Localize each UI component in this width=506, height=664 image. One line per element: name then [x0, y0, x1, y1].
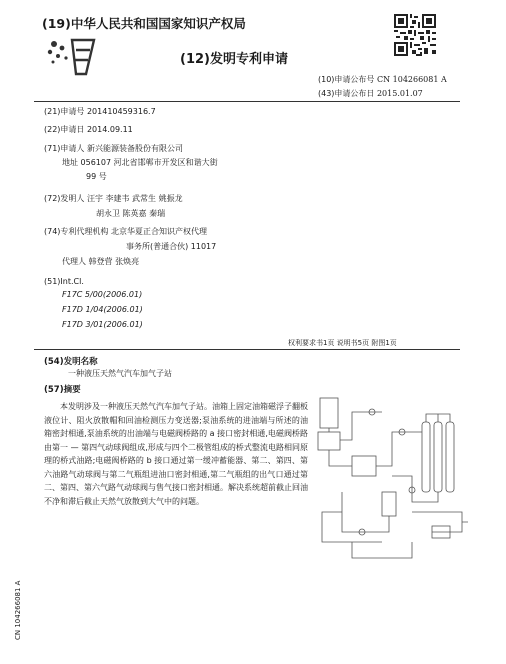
- patent-office-logo-icon: [42, 34, 100, 80]
- address-line-2: 99 号: [86, 172, 107, 181]
- publication-number: (10)申请公布号 CN 104266081 A: [318, 75, 447, 84]
- fields-divider: [34, 349, 460, 350]
- publication-date: (43)申请公布日 2015.01.07: [318, 89, 423, 98]
- issuing-office: (19)中华人民共和国国家知识产权局: [42, 16, 246, 31]
- abstract-label: (57)摘要: [44, 385, 81, 395]
- header-divider: [34, 101, 460, 102]
- patent-agency-line-1: (74)专利代理机构 北京华夏正合知识产权代理: [44, 227, 207, 236]
- applicant: (71)申请人 新兴能源装备股份有限公司: [44, 144, 183, 153]
- abstract-text: 本发明涉及一种液压天然气汽车加气子站。油箱上固定油箱磁浮子翻板液位计、阻火放散帽和回油检测压力变送器;泵油系统的进油端与所述的油箱密封相通,泵油系统的出油端与电磁阀桥路的 a 接口密封相通,电磁阀桥路由第一 — 第四气动球阀组成,形成与四个二极管组成的桥式整流电路相同原理的桥式油路;电磁阀桥路的 b 接口通过第一缓冲蓄能器、第二、第四、第六油路气动球阀与第二气瓶组进油口密封相通,第二气瓶组的出气口通过第二、第四、第六气路气动球阀与售气接口密封相通。解决系统超前截止回油不净和滞后截止天然气放散到大气中的问题。: [44, 402, 308, 506]
- application-number: (21)申请号 201410459316.7: [44, 107, 156, 116]
- invention-title: 一种液压天然气汽车加气子站: [68, 369, 172, 378]
- inventors-line-2: 胡永卫 陈英嘉 秦瑞: [96, 209, 166, 218]
- qr-code-icon: [394, 14, 436, 56]
- application-date: (22)申请日 2014.09.11: [44, 125, 133, 134]
- ipc-code: F17D 3/01(2006.01): [62, 320, 143, 329]
- document-type: (12)发明专利申请: [180, 52, 288, 67]
- patent-agency-line-2: 事务所(普通合伙) 11017: [126, 242, 217, 251]
- abstract-drawing: [312, 392, 472, 562]
- side-publication-code: CN 104266081 A: [14, 580, 22, 640]
- int-cl-label: (51)Int.Cl.: [44, 277, 84, 286]
- page-count-summary: 权利要求书1页 说明书5页 附图1页: [288, 339, 397, 347]
- ipc-code: F17D 1/04(2006.01): [62, 305, 143, 314]
- address-line-1: 地址 056107 河北省邯郸市开发区和谐大街: [62, 158, 218, 167]
- inventors-line-1: (72)发明人 汪宇 李建韦 武常生 姚振龙: [44, 194, 183, 203]
- ipc-code: F17C 5/00(2006.01): [62, 290, 143, 299]
- abstract-body: [44, 400, 308, 508]
- agents: 代理人 韩登营 张焕亮: [62, 257, 140, 266]
- title-label: (54)发明名称: [44, 357, 98, 367]
